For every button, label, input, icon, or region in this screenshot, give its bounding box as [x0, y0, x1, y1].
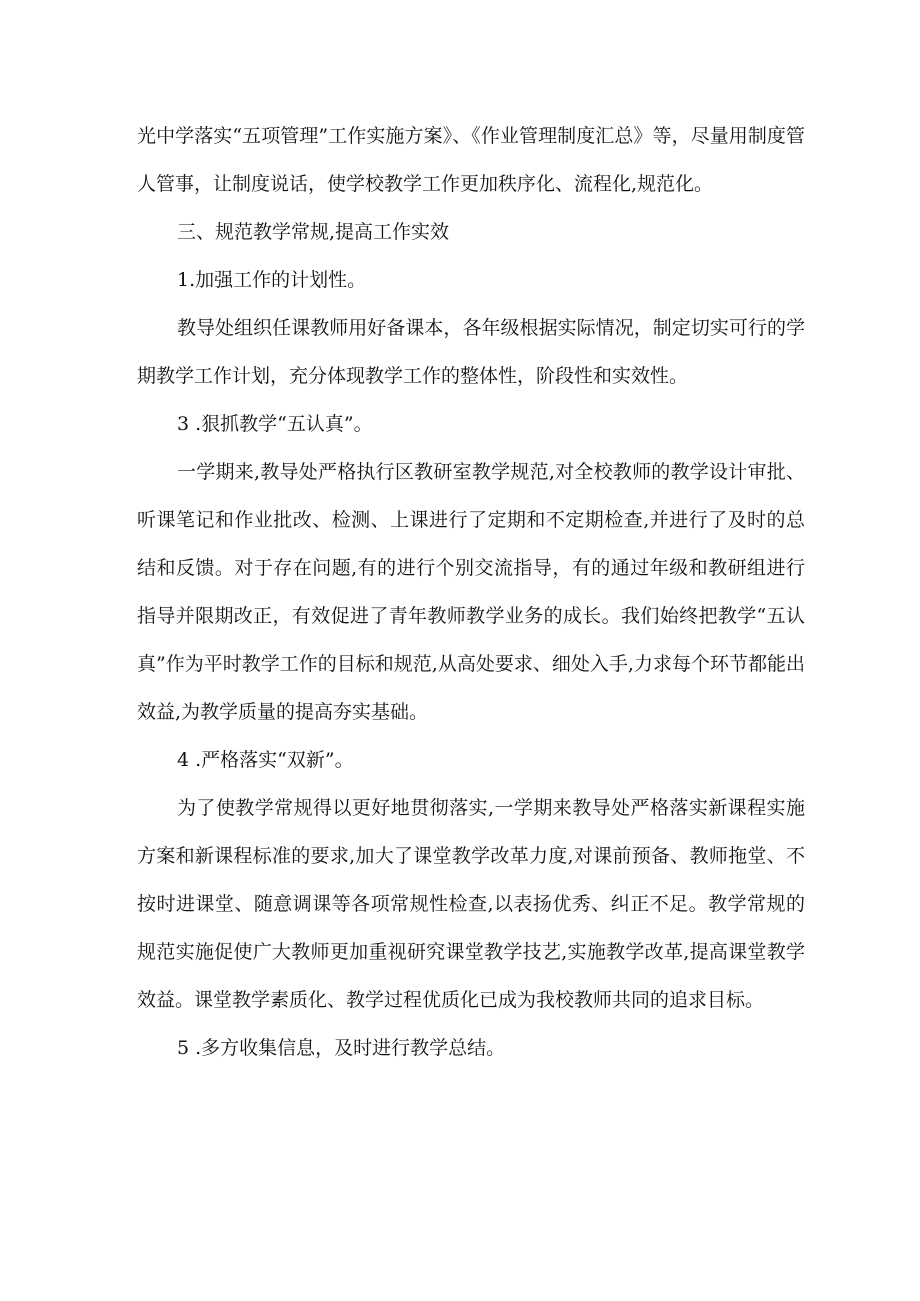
subheading-1: 1.加强工作的计划性。 — [177, 269, 367, 291]
section-heading-3: 三、规范教学常规,提高工作实效 — [177, 221, 450, 243]
subheading-4: 4 .严格落实“双新”。 — [177, 749, 354, 771]
paragraph-continuation: 光中学落实“五项管理”工作实施方案》、《作业管理制度汇总》等，尽量用制度管人管事，让制度说话，使学校教学工作更加秩序化、流程化,规范化。 — [137, 125, 805, 195]
paragraph-five-conscientious: 一学期来,教导处严格执行区教研室教学规范,对全校教师的教学设计审批、听课笔记和作业批改、检测、上课进行了定期和不定期检查,并进行了及时的总结和反馈。对于存在问题,有的进行个别交流指导，有的通过年级和教研组进行指导并限期改正，有效促进了青年教师教学业务的成长。我们始终把教学“五认真”作为平时教学工作的目标和规范,从高处要求、细处入手,力求每个环节都能出效益,为教学质量的提高夯实基础。 — [137, 461, 805, 723]
paragraph-planning: 教导处组织任课教师用好备课本，各年级根据实际情况，制定切实可行的学期教学工作计划，充分体现教学工作的整体性，阶段性和实效性。 — [137, 317, 805, 387]
subheading-3: 3 .狠抓教学“五认真”。 — [177, 413, 373, 435]
paragraph-double-new: 为了使教学常规得以更好地贯彻落实,一学期来教导处严格落实新课程实施方案和新课程标准的要求,加大了课堂教学改革力度,对课前预备、教师拖堂、不按时进课堂、随意调课等各项常规性检查,以表扬优秀、纠正不足。教学常规的规范实施促使广大教师更加重视研究课堂教学技艺,实施教学改革,提高课堂教学效益。课堂教学素质化、教学过程优质化已成为我校教师共同的追求目标。 — [137, 797, 805, 1011]
subheading-5: 5 .多方收集信息，及时进行教学总结。 — [177, 1037, 506, 1059]
document-body — [137, 112, 805, 1072]
